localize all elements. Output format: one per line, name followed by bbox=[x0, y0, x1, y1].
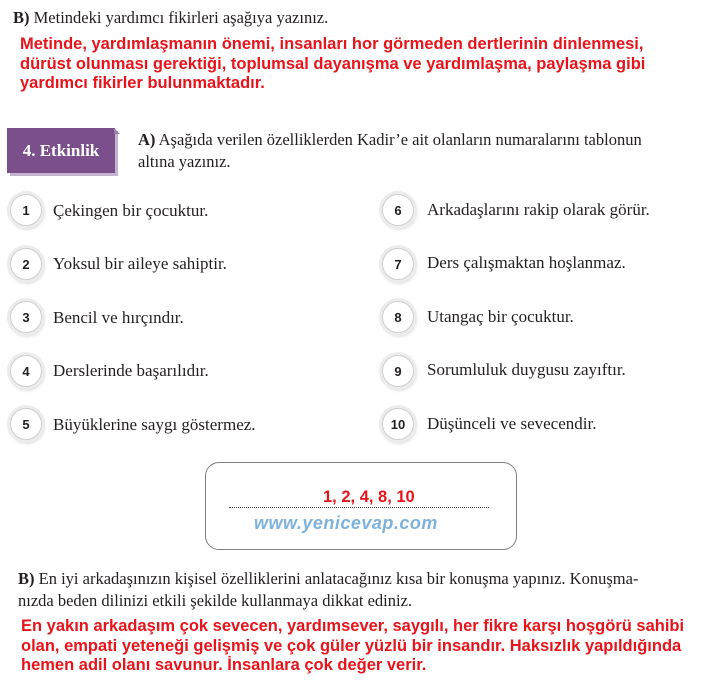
answer-line: dürüst olunması gerektiği, toplumsal dayanışma ve yardımlaşma, paylaşma gibi bbox=[20, 54, 646, 73]
trait-item: Utangaç bir çocuktur. bbox=[427, 307, 574, 326]
question-line: nızda beden dilinizi etkili şekilde kullanmaya dikkat ediniz. bbox=[18, 591, 413, 610]
instruction-label: A) bbox=[138, 130, 156, 149]
number-badge: 9 bbox=[382, 355, 414, 387]
trait-item: Ders çalışmaktan hoşlanmaz. bbox=[427, 253, 626, 272]
number-badge: 8 bbox=[382, 301, 414, 333]
answer-line: Metinde, yardımlaşmanın önemi, insanları hor görmeden dertlerinin dinlenmesi, bbox=[20, 35, 644, 53]
trait-item: Düşünceli ve sevecendir. bbox=[427, 414, 597, 433]
question-b-bottom bbox=[18, 568, 638, 612]
question-b-text: Metindeki yardımcı fikirleri aşağıya yazınız. bbox=[33, 8, 329, 27]
number-badge: 3 bbox=[10, 301, 42, 333]
trait-item: Bencil ve hırçındır. bbox=[53, 308, 184, 327]
trait-item: Yoksul bir aileye sahiptir. bbox=[53, 254, 227, 273]
watermark: www.yenicevap.com bbox=[254, 513, 438, 533]
number-badge: 7 bbox=[382, 248, 414, 280]
number-badge: 4 bbox=[10, 355, 42, 387]
question-b2-label: B) bbox=[18, 569, 35, 588]
question-b-top bbox=[13, 7, 328, 29]
answer-line: olan, empati yeteneği gelişmiş ve çok güler yüzlü bir insandır. Haksızlık yapıldığında bbox=[21, 636, 682, 655]
answer-line: En yakın arkadaşım çok sevecen, yardımsever, saygılı, her fikre karşı hoşgörü sahibi bbox=[21, 617, 685, 635]
activity-instruction bbox=[138, 129, 642, 173]
trait-item: Büyüklerine saygı göstermez. bbox=[53, 415, 256, 434]
trait-item: Sorumluluk duygusu zayıftır. bbox=[427, 360, 626, 379]
answer-b-bottom bbox=[21, 617, 684, 676]
answer-line: yardımcı fikirler bulunmaktadır. bbox=[20, 74, 265, 92]
number-badge: 10 bbox=[382, 408, 414, 440]
question-line: En iyi arkadaşınızın kişisel özelliklerini anlatacağınız kısa bir konuşma yapınız. Konuşma- bbox=[38, 569, 639, 588]
trait-item: Derslerinde başarılıdır. bbox=[53, 361, 209, 380]
question-b-label: B) bbox=[13, 8, 30, 27]
number-badge: 2 bbox=[10, 248, 42, 280]
number-badge: 6 bbox=[382, 194, 414, 226]
number-badge: 5 bbox=[10, 408, 42, 440]
activity-badge: 4. Etkinlik bbox=[7, 128, 115, 173]
activity-answer: 1, 2, 4, 8, 10 bbox=[323, 488, 415, 506]
instruction-line: Aşağıda verilen özelliklerden Kadir’e ait olanların numaralarını tablonun bbox=[158, 130, 642, 149]
number-badge: 1 bbox=[10, 194, 42, 226]
trait-item: Çekingen bir çocuktur. bbox=[53, 201, 209, 220]
badge-notch bbox=[114, 128, 120, 134]
trait-item: Arkadaşlarını rakip olarak görür. bbox=[427, 200, 650, 219]
answer-b-top bbox=[20, 35, 645, 94]
instruction-line: altına yazınız. bbox=[138, 152, 231, 171]
answer-line: hemen adil olanı savunur. İnsanlara çok değer verir. bbox=[21, 656, 427, 674]
answer-dotted-line bbox=[229, 507, 489, 508]
